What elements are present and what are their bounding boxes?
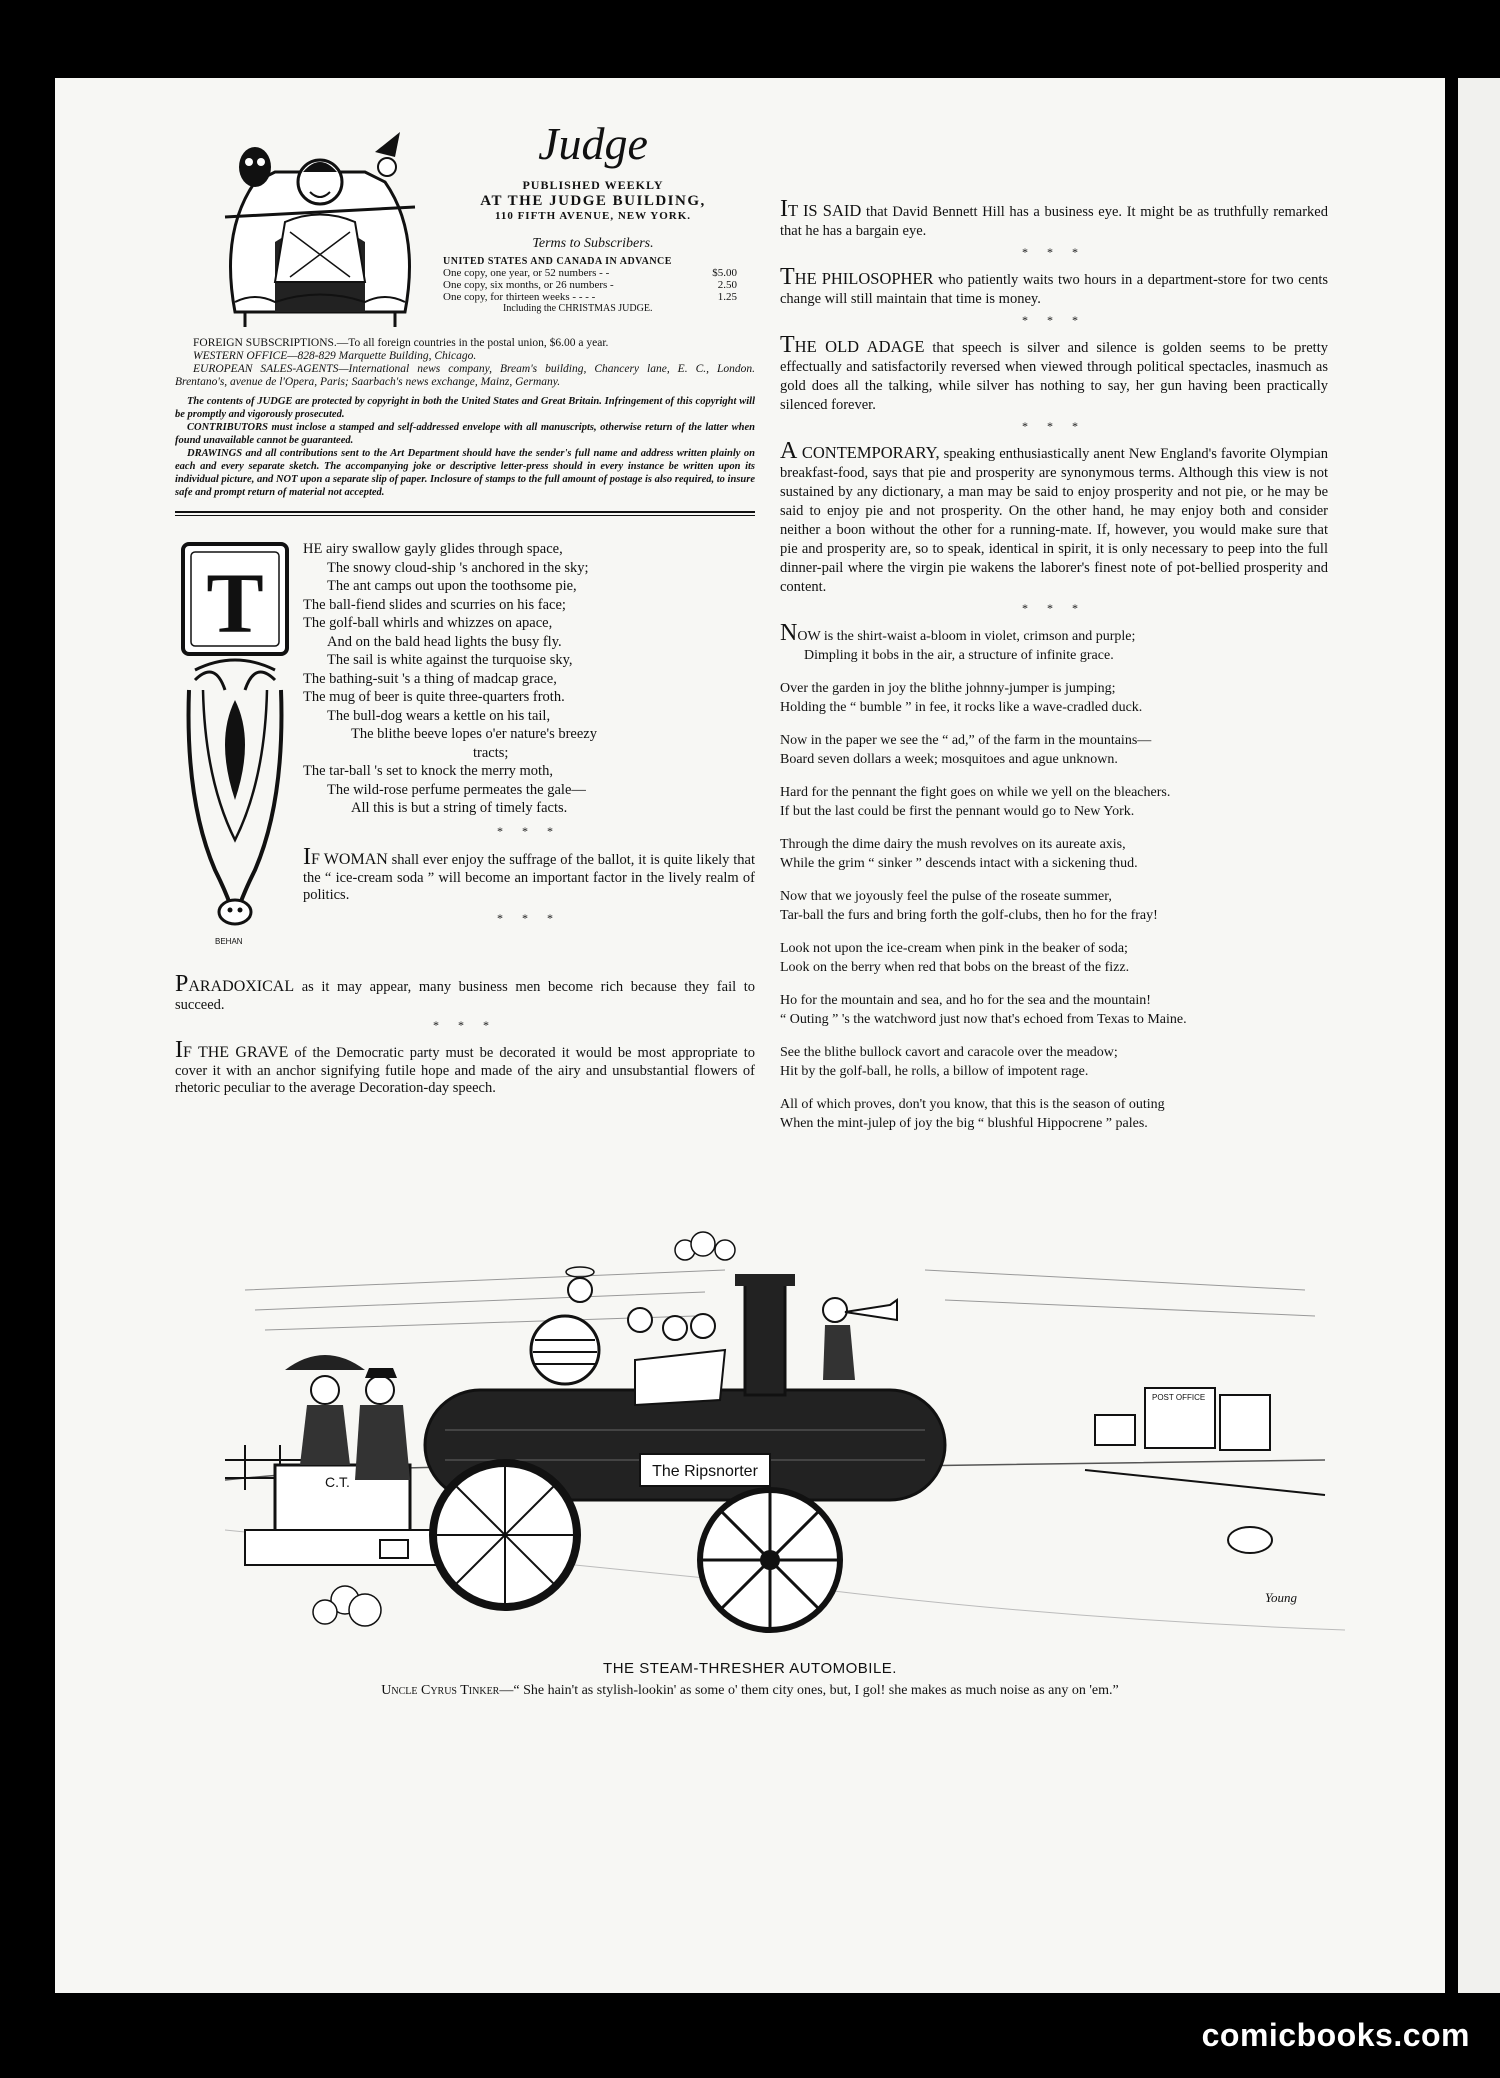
- address-line: 110 FIFTH AVENUE, NEW YORK.: [494, 210, 692, 222]
- poem-line: tracts;: [473, 744, 509, 761]
- poem-line: All this is but a string of timely facts.: [351, 800, 568, 816]
- verse-line: Dimpling it bobs in the air, a structure of infinite grace.: [804, 648, 1114, 663]
- poem-line: HE airy swallow gayly glides through space,: [303, 541, 563, 557]
- cartoon-title: THE STEAM-THRESHER AUTOMOBILE.: [603, 1660, 897, 1677]
- separator: * * *: [1022, 419, 1086, 433]
- paragraph-philosopher: THE PHILOSOPHER who patiently waits two hours in a department-store for two cents change will still maintain that time is money.: [780, 264, 1328, 307]
- poem-line: The snowy cloud-ship 's anchored in the sky;: [327, 559, 589, 576]
- rate-row: One copy, one year, or 52 numbers - - $5.00: [443, 267, 737, 279]
- verse: Hard for the pennant the fight goes on while we yell on the bleachers. If but the last could be first the pennant would go to New York.: [780, 785, 1171, 819]
- caption-speaker: Uncle Cyrus Tinker: [381, 1683, 500, 1698]
- paragraph-grave: IF THE GRAVE of the Democratic party must be decorated it would be most appropriate to cover it with an anchor signifying futile hope and made of the airy and unsubstantial flowers of rhetoric peculiar to the average Decoration-day speech.: [175, 1037, 755, 1096]
- poem-line: The blithe beeve lopes o'er nature's breezy: [351, 726, 597, 742]
- poem-line: And on the bald head lights the busy fly.: [327, 633, 562, 650]
- poem-section: [175, 540, 755, 946]
- svg-text:T: T: [206, 555, 264, 651]
- svg-text:POST OFFICE: POST OFFICE: [1152, 1393, 1206, 1402]
- cartoon-caption: [175, 1683, 1325, 1699]
- section-divider: [175, 511, 755, 516]
- separator: * * *: [1022, 245, 1086, 259]
- separator: * * *: [433, 1018, 497, 1032]
- poem-line: The ant camps out upon the toothsome pie,: [327, 578, 577, 594]
- poem-line: The bathing-suit 's a thing of madcap grace,: [303, 670, 557, 687]
- western-office: WESTERN OFFICE—828-829 Marquette Building, Chicago.: [193, 350, 477, 362]
- paragraph-hill: IT IS SAID that David Bennett Hill has a business eye. It might be as truthfully remarked that he has a bargain eye.: [780, 196, 1328, 239]
- artist-signature: Young: [1265, 1590, 1298, 1605]
- rate-row: One copy, for thirteen weeks - - - - 1.25: [443, 291, 737, 303]
- verse: All of which proves, don't you know, that this is the season of outing When the mint-julep of joy the big “ blushful Hippocrene ” pales.: [780, 1097, 1165, 1131]
- separator: * * *: [1022, 601, 1086, 615]
- poem-line: The bull-dog wears a kettle on his tail,: [327, 707, 551, 724]
- verse: Now that we joyously feel the pulse of the roseate summer, Tar-ball the furs and bring forth the golf-clubs, then ho for the fray!: [780, 889, 1158, 923]
- paragraph-contemporary: A CONTEMPORARY, speaking enthusiastically anent New England's favorite Olympian breakfast-food, says that pie and prosperity are synonymous terms. Although this view is not sustained by any dictionary, a man may be said to enjoy prosperity and not pie, or he may be said to enjoy pie and not prosperity. On the other hand, he may enjoy both and consider neither a boon without the other for a running-mate. If, however, you would make sure that pie and prosperity are, so to speak, identical in spirit, it is only necessary to peep into the full dinner-pail where the virgin pie wakens the laborer's finest note of pot-bellied prosperity and content.: [780, 438, 1328, 595]
- rate-row: One copy, six months, or 26 numbers - 2.50: [443, 279, 737, 291]
- poem-line: The wild-rose perfume permeates the gale—: [327, 781, 586, 798]
- verse: [780, 620, 1328, 665]
- left-column: [175, 112, 755, 1102]
- verse: Through the dime dairy the mush revolves on its aureate axis, While the grim “ sinker ” descends intact with a sickening thud.: [780, 837, 1138, 871]
- european-agents: EUROPEAN SALES-AGENTS—International news company, Bream's building, Chancery lane, E. C., London. Brentano's, avenue de l'Opera, Paris; Saarbach's news exchange, Mainz, Germany.: [175, 363, 755, 388]
- poem-line: The sail is white against the turquoise sky,: [327, 652, 573, 668]
- right-column: [780, 196, 1328, 1147]
- separator: * * *: [1022, 313, 1086, 327]
- notice-contributors: CONTRIBUTORS must inclose a stamped and self-addressed envelope with all manuscripts, otherwise return of the latter when found unavailable cannot be guaranteed.: [175, 422, 755, 446]
- foreign-subscriptions: FOREIGN SUBSCRIPTIONS.—To all foreign countries in the postal union, $6.00 a year.: [193, 337, 609, 349]
- poem-line: The tar-ball 's set to knock the merry moth,: [303, 763, 553, 779]
- masthead-text: [443, 112, 743, 314]
- paragraph-woman: IF WOMAN shall ever enjoy the suffrage of the ballot, it is quite likely that the “ ice-cream soda ” will become an important factor in the lively realm of politics.: [303, 844, 755, 903]
- building-line: AT THE JUDGE BUILDING,: [480, 193, 706, 209]
- ornamental-initial: [175, 540, 295, 950]
- poem-line: The golf-ball whirls and whizzes on apace,: [303, 615, 553, 631]
- adjacent-page-edge: [1458, 78, 1500, 1993]
- verse: Over the garden in joy the blithe johnny-jumper is jumping; Holding the “ bumble ” in fee, it rocks like a wave-cradled duck.: [780, 681, 1143, 715]
- paragraph-paradoxical: PARADOXICAL as it may appear, many business men become rich because they fail to succeed.: [175, 971, 755, 1013]
- verse-line: NOW is the shirt-waist a-bloom in violet, crimson and purple;: [780, 620, 1136, 646]
- verse: Look not upon the ice-cream when pink in the beaker of soda; Look on the berry when red that bobs on the breast of the fizz.: [780, 941, 1130, 975]
- verse: See the blithe bullock cavort and caracole over the meadow; Hit by the golf-ball, he rolls, a billow of impotent rage.: [780, 1045, 1118, 1079]
- copyright-notices: [175, 395, 755, 499]
- published-weekly: PUBLISHED WEEKLY: [522, 178, 664, 192]
- engine-label: The Ripsnorter: [652, 1463, 758, 1480]
- watermark: comicbooks.com: [1201, 2017, 1470, 2053]
- poem-text: [303, 540, 755, 927]
- separator: * * *: [497, 823, 561, 838]
- poem-line: The mug of beer is quite three-quarters froth.: [303, 689, 565, 705]
- judge-logo: Judge: [538, 118, 648, 169]
- verse: Ho for the mountain and sea, and ho for the sea and the mountain! “ Outing ” 's the watchword just now that's echoed from Texas to Maine.: [780, 993, 1187, 1027]
- steam-thresher-illustration: [225, 1230, 1345, 1655]
- terms-heading: Terms to Subscribers.: [532, 236, 654, 251]
- us-canada-line: UNITED STATES AND CANADA IN ADVANCE: [443, 256, 672, 267]
- notice-drawings: DRAWINGS and all contributions sent to the Art Department should have the sender's full name and address written plainly on each and every separate sketch. The accompanying joke or descriptive letter-press should in every instance be written upon its individual picture, and NOT upon a separate slip of paper. Inclosure of stamps to the full amount of postage is also required, to insure safe and prompt return of material not accepted.: [175, 448, 755, 498]
- svg-text:BEHAN: BEHAN: [215, 937, 243, 946]
- verse: Now in the paper we see the “ ad,” of the farm in the mountains— Board seven dollars a week; mosquitoes and ague unknown.: [780, 733, 1152, 767]
- paragraph-adage: THE OLD ADAGE that speech is silver and silence is golden seems to be pretty effectually and satisfactorily reversed when viewed through political spectacles, inasmuch as gold does all the talking, while silver has nothing to say, her gun having been practically silenced forever.: [780, 332, 1328, 413]
- christmas-note: Including the CHRISTMAS JUDGE.: [503, 303, 653, 314]
- notice-copyright: The contents of JUDGE are protected by copyright in both the United States and Great Britain. Infringement of this copyright will be promptly and vigorously prosecuted.: [175, 396, 755, 420]
- poem-line: The ball-fiend slides and scurries on his face;: [303, 596, 566, 613]
- cart-label: C.T.: [325, 1474, 350, 1490]
- caption-text: —“ She hain't as stylish-lookin' as some o' them city ones, but, I gol! she makes as much noise as any on 'em.”: [499, 1683, 1119, 1698]
- separator: * * *: [497, 910, 561, 925]
- judge-masthead-illustration: [215, 112, 425, 327]
- masthead: [175, 112, 755, 337]
